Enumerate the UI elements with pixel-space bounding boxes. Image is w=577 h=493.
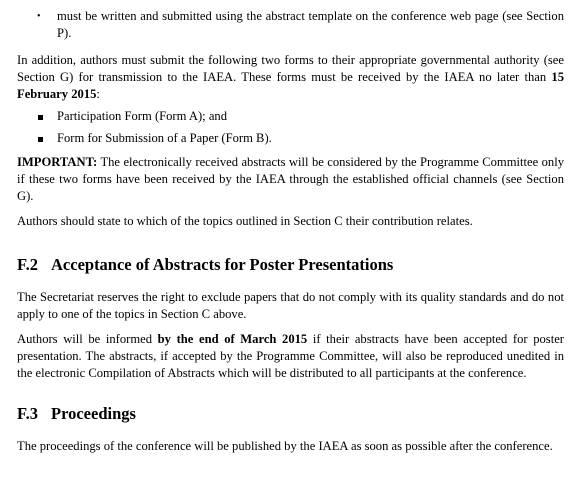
section-number: F.2: [17, 255, 38, 274]
section-number: F.3: [17, 404, 38, 423]
section-title: Acceptance of Abstracts for Poster Presentations: [51, 255, 394, 274]
square-bullet-icon: [38, 115, 43, 120]
list-item-text: must be written and submitted using the abstract template on the conference web page (see Section P).: [57, 9, 564, 40]
section-heading-f2: [17, 256, 393, 273]
list-item-template-requirement: [37, 8, 564, 42]
paragraph-forms-intro: [17, 52, 564, 103]
important-label: IMPORTANT:: [17, 155, 98, 169]
form-list-item: Form for Submission of a Paper (Form B).: [57, 131, 272, 145]
f2-para1-text: The Secretariat reserves the right to exclude papers that do not comply with its quality standards and do not apply to one of the topics in Section C above.: [17, 290, 564, 321]
important-text: The electronically received abstracts will be considered by the Programme Committee only if these two forms have been received by the IAEA through the established official channels (see Section G).: [17, 155, 564, 203]
paragraph-topics: [17, 213, 564, 230]
paragraph-f3-proceedings: [17, 438, 564, 455]
square-bullet-icon: [38, 137, 43, 142]
paragraph-important: [17, 154, 564, 205]
paragraph-f2-secretariat: [17, 289, 564, 323]
forms-intro-text: In addition, authors must submit the following two forms to their appropriate governmental authority (see Section G) for transmission to the IAEA. These forms must be received by the IAEA no later than: [17, 53, 564, 84]
f3-para1-text: The proceedings of the conference will be published by the IAEA as soon as possible after the conference.: [17, 439, 553, 453]
section-heading-f3: [17, 405, 136, 422]
f2-para2-deadline: by the end of March 2015: [157, 332, 308, 346]
bullet-marker: •: [37, 11, 41, 22]
f2-para2-text-before: Authors will be informed: [17, 332, 158, 346]
topics-text: Authors should state to which of the topics outlined in Section C their contribution relates.: [17, 214, 473, 228]
form-list-item: Participation Form (Form A); and: [57, 109, 227, 123]
forms-intro-colon: :: [96, 87, 100, 101]
forms-deadline: 15 February 2015: [17, 70, 564, 101]
f2-para2-text-after: if their abstracts have been accepted for poster presentation. The abstracts, if accepted by the Programme Committee, will also be reproduced unedited in the electronic Compilation of Abstracts which will be distributed to all participants at the conference.: [17, 332, 564, 380]
section-title: Proceedings: [51, 404, 136, 423]
paragraph-f2-notification: [17, 331, 564, 382]
